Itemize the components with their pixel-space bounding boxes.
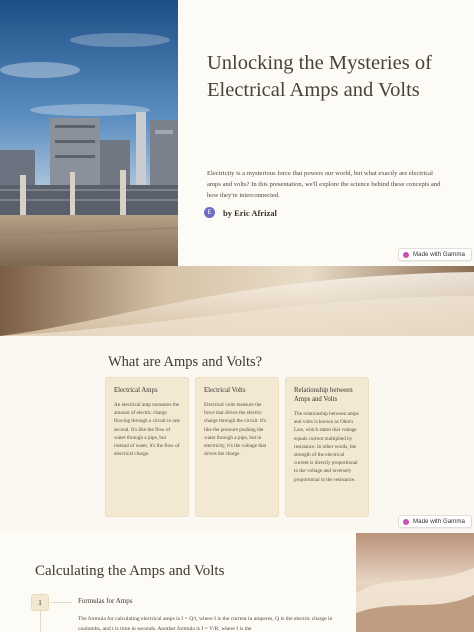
presentation-title: Unlocking the Mysteries of Electrical Amps and Volts: [207, 52, 432, 101]
intro-paragraph: Electricity is a mysterious force that powers our world, but what exactly are electrical amps and volts? In this presentation, we'll explore the science behind these concepts and how they're interconnected.: [207, 170, 441, 199]
made-with-gamma-button[interactable]: [398, 515, 472, 528]
decorative-wave-image: [0, 266, 474, 336]
made-with-gamma-label: Made with Gamma: [413, 518, 465, 525]
avatar: E: [204, 207, 215, 218]
author-row: [204, 207, 277, 218]
card-relationship: [285, 377, 369, 517]
gamma-logo-icon: [403, 519, 409, 525]
card-text: Electrical volts measure the force that drives the electric charge through the circuit. It's like the pressure pushing the water through a pipe, but in electricity, it's the voltage that drives the charge.: [204, 402, 267, 458]
amps-volts-slide: [0, 336, 474, 533]
card-title: Relationship between Amps and Volts: [294, 387, 353, 403]
timeline-connector: [50, 602, 72, 603]
step-title: Formulas for Amps: [78, 597, 133, 605]
card-title: Electrical Amps: [114, 387, 158, 394]
card-electrical-volts: [195, 377, 279, 517]
step-number-badge: 1: [31, 594, 49, 611]
card-text: An electrical amp measures the amount of electric charge flowing through a circuit in one second. It's like the flow of water through a pipe, but instead of water, it's the flow of electrical charge.: [114, 402, 180, 458]
step-text: The formula for calculating electrical amps is I = Q/t, where I is the current in amperes, Q is the electric charge in coulombs, and t is time in seconds. Another formula is I = V/R, where I is the: [78, 616, 333, 632]
made-with-gamma-button[interactable]: [398, 248, 472, 261]
title-slide: [0, 0, 474, 266]
section-title: What are Amps and Volts?: [108, 354, 263, 370]
power-plant-photo: [0, 0, 178, 266]
gamma-logo-icon: [403, 252, 409, 258]
made-with-gamma-label: Made with Gamma: [413, 251, 465, 258]
section-title: Calculating the Amps and Volts: [35, 563, 225, 579]
author-name: by Eric Afrizal: [223, 207, 277, 218]
calculating-slide: [0, 533, 474, 632]
card-title: Electrical Volts: [204, 387, 246, 394]
card-text: The relationship between amps and volts is known as Ohm's Law, which states that voltage equals current multiplied by resistance. In other words, the strength of the electrical current is directly proportional to the voltage and inversely proportional to the resistance.: [294, 411, 359, 483]
card-electrical-amps: [105, 377, 189, 517]
decorative-dune-image: [356, 533, 474, 632]
